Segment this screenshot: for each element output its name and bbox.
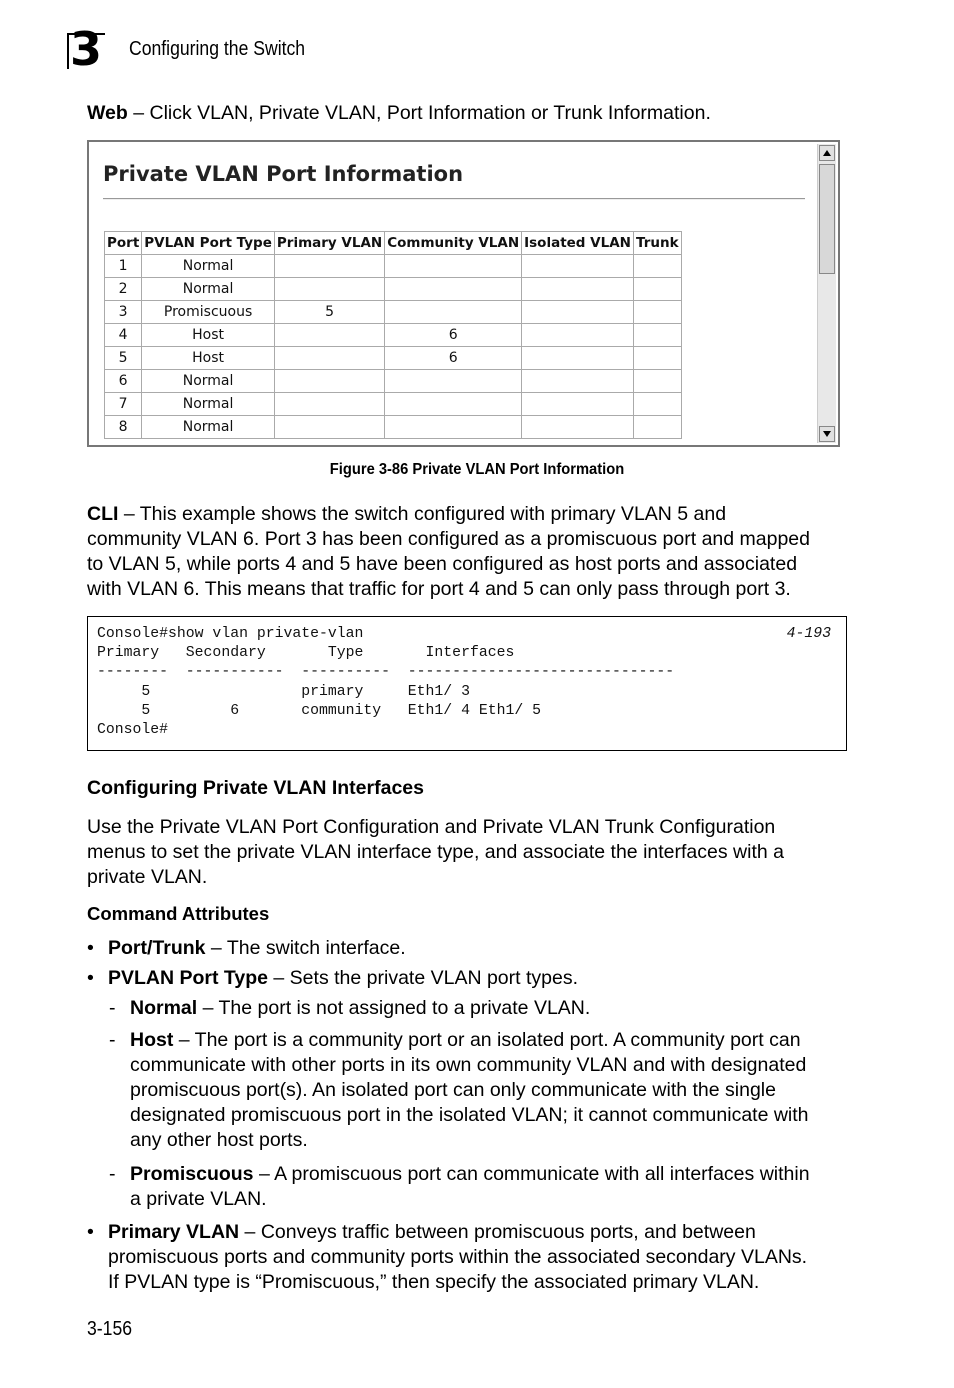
table-header-row (105, 232, 682, 255)
cli-line-1 (87, 502, 810, 527)
dash-marker: - (109, 1029, 116, 1051)
table-row (105, 347, 682, 370)
term-promiscuous: Promiscuous (130, 1163, 254, 1185)
cell-trunk (633, 370, 681, 393)
host-line-1 (130, 1028, 809, 1053)
subbullet-normal (130, 996, 590, 1021)
desc-normal: – The port is not assigned to a private VLAN. (197, 997, 591, 1019)
page-number: 3-156 (87, 1318, 133, 1340)
bullet-port-trunk (108, 936, 406, 961)
dash-marker: - (109, 1163, 116, 1185)
cell-trunk (633, 347, 681, 370)
bullet-marker: • (87, 937, 94, 959)
chapter-title: Configuring the Switch (129, 38, 306, 60)
term-pvlan-port-type: PVLAN Port Type (108, 967, 268, 989)
cell-isolated (522, 393, 634, 416)
command-reference: 4-193 (786, 626, 831, 642)
cell-primary (274, 416, 384, 439)
vertical-scrollbar[interactable] (817, 144, 836, 443)
table-row (105, 370, 682, 393)
primary-vlan-line-1 (108, 1220, 807, 1245)
cell-community (385, 255, 522, 278)
title-divider (103, 198, 805, 200)
bullet-marker: • (87, 967, 94, 989)
cell-isolated (522, 278, 634, 301)
code-line-5: 5 6 community Eth1/ 4 Eth1/ 5 (97, 703, 541, 719)
col-pvlan-port-type: PVLAN Port Type (142, 232, 275, 255)
scroll-down-button[interactable] (819, 426, 835, 442)
cell-community (385, 370, 522, 393)
cell-type: Normal (142, 370, 275, 393)
table-row (105, 301, 682, 324)
scroll-thumb[interactable] (819, 164, 835, 274)
cell-isolated (522, 324, 634, 347)
section-intro (87, 815, 784, 890)
cell-type: Normal (142, 255, 275, 278)
cell-primary (274, 347, 384, 370)
col-trunk: Trunk (633, 232, 681, 255)
code-line-2: Primary Secondary Type Interfaces (97, 645, 515, 661)
cell-type: Promiscuous (142, 301, 275, 324)
cell-trunk (633, 255, 681, 278)
host-text-1: – The port is a community port or an isolated port. A community port can (173, 1029, 801, 1051)
code-line-4: 5 primary Eth1/ 3 (97, 684, 470, 700)
dash-marker: - (109, 997, 116, 1019)
intro-line-2: menus to set the private VLAN interface type, and associate the interfaces with a (87, 841, 784, 863)
web-text: – Click VLAN, Private VLAN, Port Information or Trunk Information. (127, 102, 711, 124)
desc-pvlan-port-type: – Sets the private VLAN port types. (268, 967, 578, 989)
web-label: Web (87, 102, 128, 124)
cli-label: CLI (87, 503, 119, 525)
cell-trunk (633, 393, 681, 416)
cell-port: 6 (105, 370, 142, 393)
cell-community (385, 301, 522, 324)
term-normal: Normal (130, 997, 198, 1019)
cell-community (385, 416, 522, 439)
cell-trunk (633, 278, 681, 301)
cli-code-example (87, 616, 847, 751)
pvlan-port-table (104, 231, 682, 439)
cell-primary (274, 278, 384, 301)
promiscuous-line-2: a private VLAN. (130, 1188, 267, 1210)
bullet-primary-vlan (108, 1220, 807, 1295)
triangle-down-icon (822, 430, 832, 438)
table-row (105, 393, 682, 416)
subbullet-promiscuous (130, 1162, 810, 1212)
promiscuous-line-1 (130, 1162, 810, 1187)
cell-type: Host (142, 347, 275, 370)
cell-port: 7 (105, 393, 142, 416)
cell-trunk (633, 301, 681, 324)
intro-line-3: private VLAN. (87, 866, 208, 888)
cell-community: 6 (385, 347, 522, 370)
cell-type: Normal (142, 416, 275, 439)
col-community-vlan: Community VLAN (385, 232, 522, 255)
screenshot-title: Private VLAN Port Information (103, 162, 464, 186)
cell-primary: 5 (274, 301, 384, 324)
cell-port: 2 (105, 278, 142, 301)
bullet-pvlan-port-type (108, 966, 578, 991)
term-host: Host (130, 1029, 174, 1051)
table-row (105, 278, 682, 301)
cell-trunk (633, 416, 681, 439)
col-isolated-vlan: Isolated VLAN (522, 232, 634, 255)
cell-trunk (633, 324, 681, 347)
cell-community (385, 393, 522, 416)
cell-port: 1 (105, 255, 142, 278)
cell-type: Host (142, 324, 275, 347)
cell-primary (274, 324, 384, 347)
scroll-up-button[interactable] (819, 145, 835, 161)
cell-type: Normal (142, 393, 275, 416)
code-line-1: Console#show vlan private-vlan (97, 626, 364, 642)
subbullet-host (130, 1028, 809, 1153)
primary-vlan-text-1: – Conveys traffic between promiscuous ports, and between (239, 1221, 756, 1243)
promiscuous-text-1: – A promiscuous port can communicate with all interfaces within (253, 1163, 810, 1185)
cli-text-1: – This example shows the switch configured with primary VLAN 5 and (118, 503, 727, 525)
code-line-3: -------- ----------- ---------- ------------------------------ (97, 664, 675, 680)
host-line-2: communicate with other ports in its own community VLAN and with designated (130, 1054, 807, 1076)
term-primary-vlan: Primary VLAN (108, 1221, 240, 1243)
primary-vlan-line-3: If PVLAN type is “Promiscuous,” then specify the associated primary VLAN. (108, 1271, 760, 1293)
cell-isolated (522, 347, 634, 370)
bullet-marker: • (87, 1221, 94, 1243)
code-line-6: Console# (97, 722, 169, 738)
web-instruction (87, 101, 711, 126)
screenshot-content (89, 142, 818, 445)
desc-port-trunk: – The switch interface. (205, 937, 406, 959)
cell-isolated (522, 301, 634, 324)
cell-isolated (522, 416, 634, 439)
triangle-up-icon (822, 149, 832, 157)
intro-line-1: Use the Private VLAN Port Configuration and Private VLAN Trunk Configuration (87, 816, 776, 838)
section-heading: Configuring Private VLAN Interfaces (87, 777, 424, 799)
cell-primary (274, 255, 384, 278)
cell-type: Normal (142, 278, 275, 301)
cli-line-3: to VLAN 5, while ports 4 and 5 have been configured as host ports and associated (87, 553, 798, 575)
host-line-5: any other host ports. (130, 1129, 308, 1151)
cell-primary (274, 370, 384, 393)
col-port: Port (105, 232, 142, 255)
chapter-number: 3 (70, 22, 103, 76)
table-row (105, 324, 682, 347)
cell-isolated (522, 255, 634, 278)
cell-community (385, 278, 522, 301)
cli-line-4: with VLAN 6. This means that traffic for port 4 and 5 can only pass through port 3. (87, 578, 791, 600)
cell-community: 6 (385, 324, 522, 347)
cli-line-2: community VLAN 6. Port 3 has been configured as a promiscuous port and mapped (87, 528, 810, 550)
cell-port: 5 (105, 347, 142, 370)
primary-vlan-line-2: promiscuous ports and community ports within the associated secondary VLANs. (108, 1246, 808, 1268)
table-row (105, 255, 682, 278)
term-port-trunk: Port/Trunk (108, 937, 206, 959)
col-primary-vlan: Primary VLAN (274, 232, 384, 255)
host-line-4: designated promiscuous port in the isolated VLAN; it cannot communicate with (130, 1104, 809, 1126)
host-line-3: promiscuous port(s). An isolated port can only communicate with the single (130, 1079, 776, 1101)
cell-port: 3 (105, 301, 142, 324)
cell-primary (274, 393, 384, 416)
table-row (105, 416, 682, 439)
pvlan-port-info-screenshot (87, 140, 840, 447)
figure-caption: Figure 3-86 Private VLAN Port Information (329, 461, 625, 478)
attributes-heading: Command Attributes (87, 903, 270, 924)
cell-port: 4 (105, 324, 142, 347)
cell-port: 8 (105, 416, 142, 439)
cli-description (87, 502, 810, 602)
cell-isolated (522, 370, 634, 393)
